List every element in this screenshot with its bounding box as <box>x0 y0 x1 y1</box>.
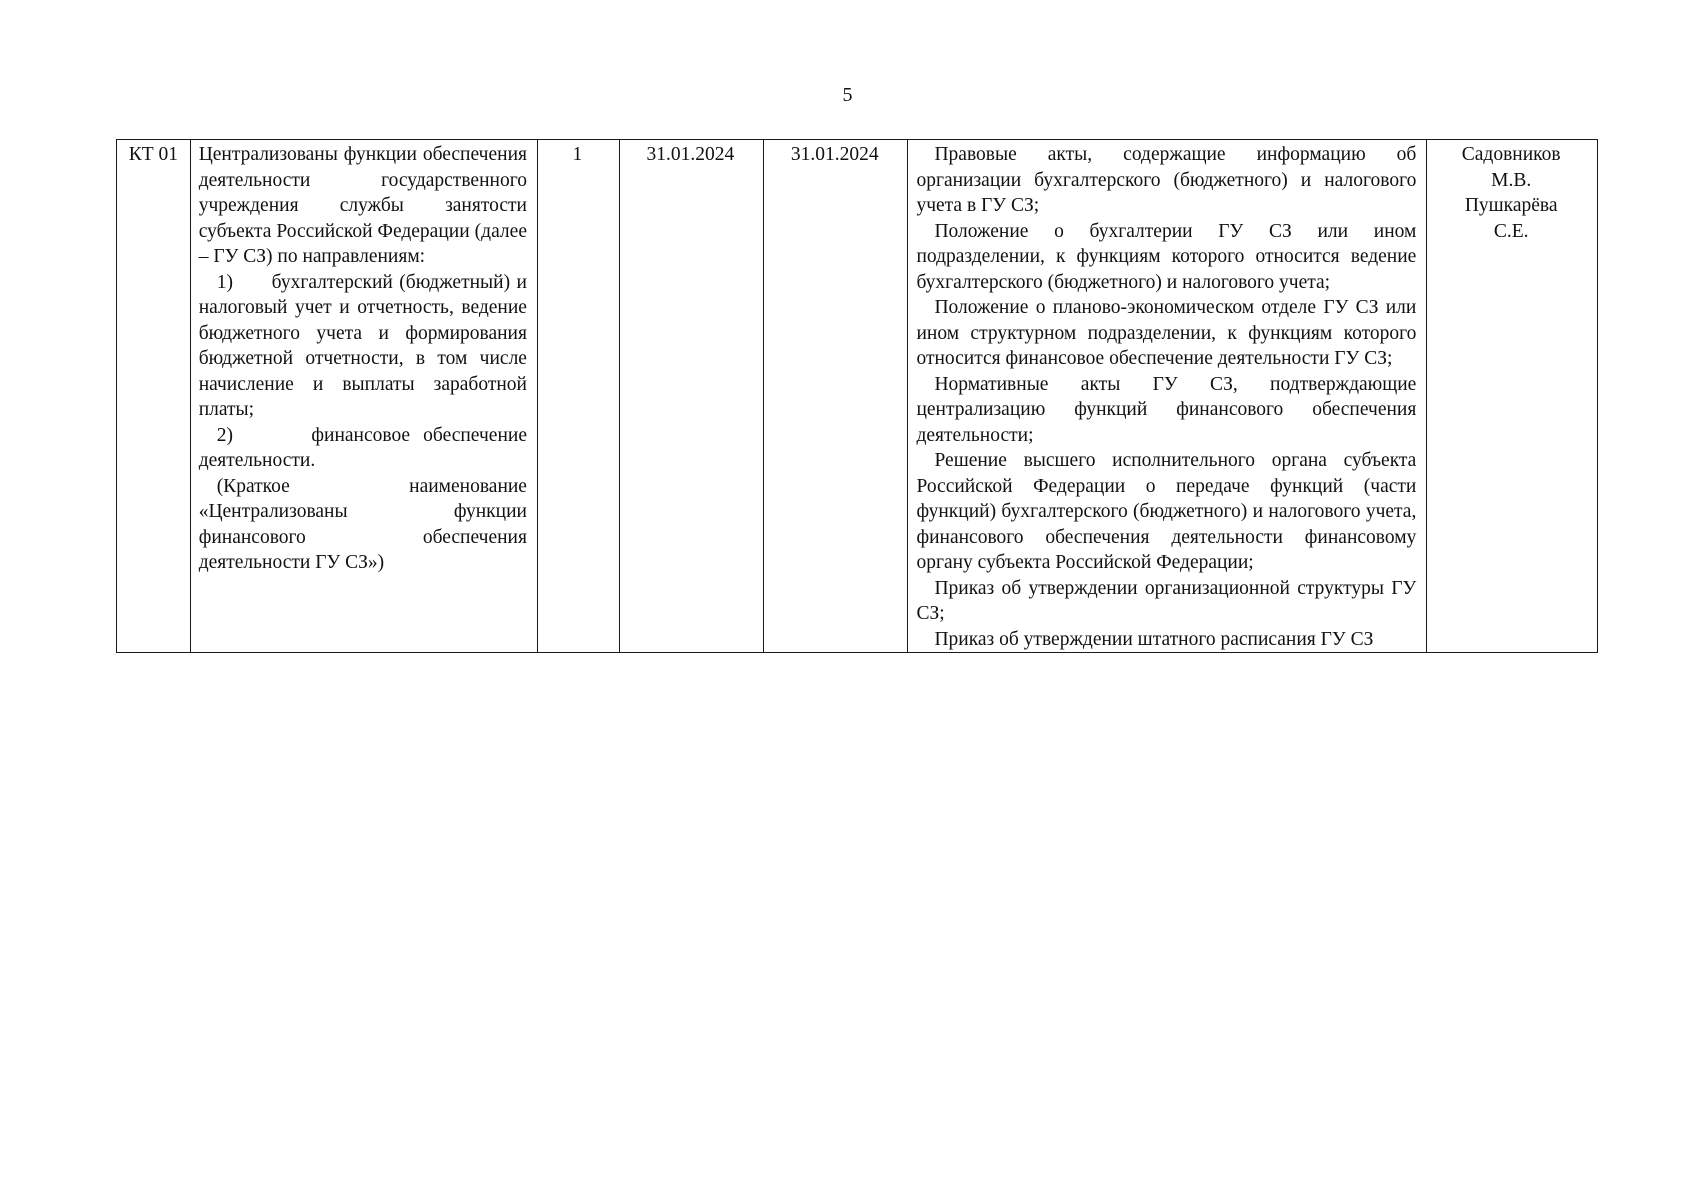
description-item-1: 1) бухгалтерский (бюджетный) и налоговый учет и отчетность, ведение бюджетного учета и формирования бюджетной отчетности, в том числе начисление и выплаты заработной платы; <box>198 271 527 420</box>
description-item-2: 2) финансовое обеспечение деятельности. <box>198 424 527 471</box>
document-item: Приказ об утверждении штатного расписания ГУ СЗ <box>934 628 1374 650</box>
responsible-2-surname: Пушкарёва <box>1464 195 1558 216</box>
responsible-persons <box>1427 140 1598 653</box>
control-points-table <box>116 139 1598 653</box>
responsible-1-surname: Садовников <box>1461 144 1561 165</box>
control-point-description <box>190 140 537 653</box>
description-short-name: (Краткое наименование «Централизованы функции финансового обеспечения деятельности ГУ СЗ») <box>198 475 527 573</box>
confirming-documents <box>908 140 1427 653</box>
document-item: Положение о бухгалтерии ГУ СЗ или ином подразделении, к функциям которого относится ведение бухгалтерского (бюджетного) и налогового учета; <box>916 220 1417 293</box>
date-end: 31.01.2024 <box>764 140 908 653</box>
control-point-code: КТ 01 <box>117 140 191 653</box>
document-item: Правовые акты, содержащие информацию об организации бухгалтерского (бюджетного) и налогового учета в ГУ СЗ; <box>916 144 1417 216</box>
description-intro: Централизованы функции обеспечения деятельности государственного учреждения службы занятости субъекта Российской Федерации (далее – ГУ СЗ) по направлениям: <box>198 144 527 267</box>
responsible-2-initials: С.Е. <box>1493 220 1529 242</box>
responsible-1-initials: М.В. <box>1491 169 1532 191</box>
document-item: Положение о планово-экономическом отделе ГУ СЗ или ином структурном подразделении, к функциям которого относится финансовое обеспечение деятельности ГУ СЗ; <box>916 297 1417 369</box>
table-row <box>117 140 1598 653</box>
date-start: 31.01.2024 <box>619 140 763 653</box>
document-item: Нормативные акты ГУ СЗ, подтверждающие централизацию функций финансового обеспечения деятельности; <box>916 373 1417 446</box>
document-item: Решение высшего исполнительного органа субъекта Российской Федерации о передаче функций (части функций) бухгалтерского (бюджетного) и налогового учета, финансового обеспечения деятельности финансовому органу субъекта Российской Федерации; <box>916 450 1417 573</box>
control-point-number: 1 <box>537 140 619 653</box>
page-number: 5 <box>842 84 853 106</box>
document-item: Приказ об утверждении организационной структуры ГУ СЗ; <box>916 577 1417 624</box>
